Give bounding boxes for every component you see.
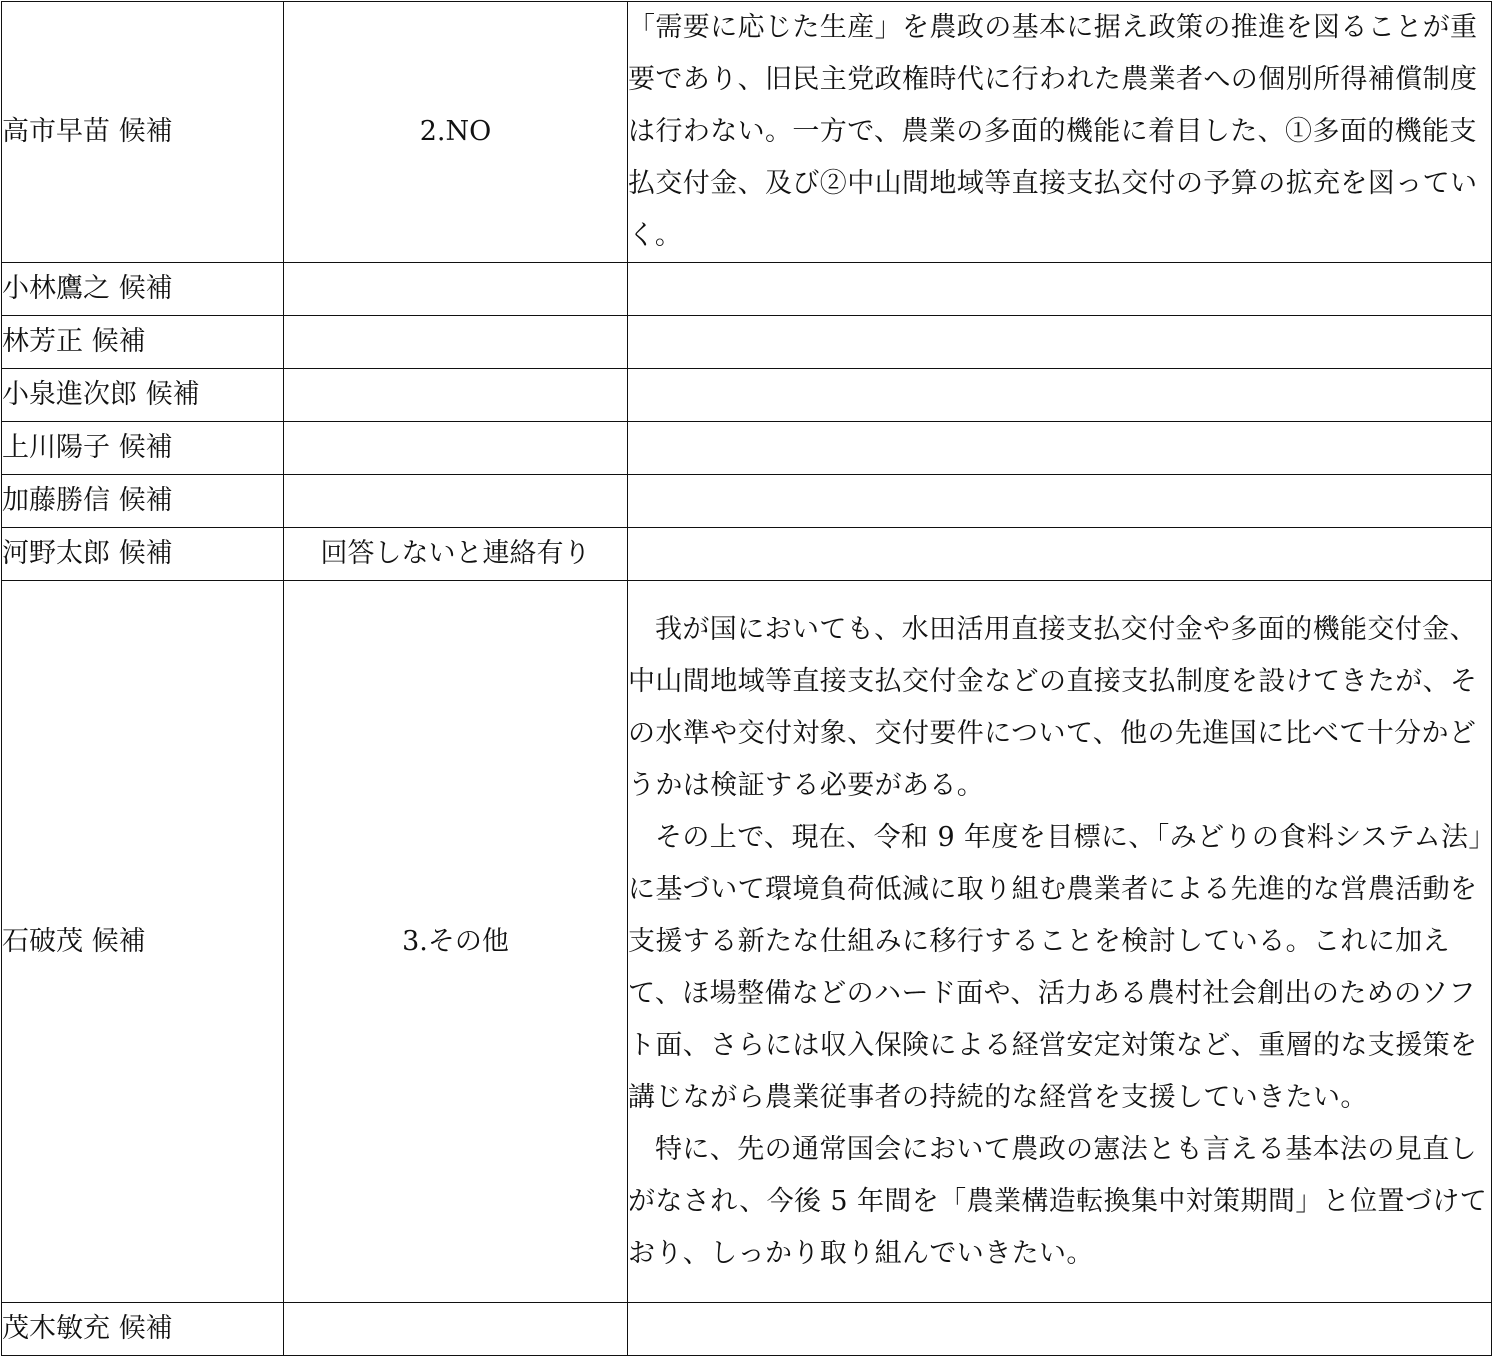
table-row-ishiba [2, 581, 1492, 1303]
answer-choice: 回答しないと連絡有り [284, 528, 628, 581]
answer-choice: 2.NO [284, 2, 628, 263]
table-row-motegi [2, 1303, 1492, 1356]
answer-choice [284, 263, 628, 316]
comment-paragraph: 特に、先の通常国会において農政の憲法とも言える基本法の見直しがなされ、今後 5 年間を「農業構造転換集中対策期間」と位置づけており、しっかり取り組んでいきたい。 [628, 1133, 1488, 1269]
answer-choice: 3.その他 [284, 581, 628, 1303]
table-row-takaichi [2, 2, 1492, 263]
comment-cell [628, 1303, 1492, 1356]
comment-cell [628, 316, 1492, 369]
table-row-kamikawa [2, 422, 1492, 475]
comment-cell [628, 263, 1492, 316]
table-row-hayashi [2, 316, 1492, 369]
comment-cell [628, 528, 1492, 581]
answer-choice [284, 369, 628, 422]
comment-cell [628, 369, 1492, 422]
candidate-name: 加藤勝信 候補 [2, 475, 284, 528]
candidate-name: 小泉進次郎 候補 [2, 369, 284, 422]
answer-choice [284, 1303, 628, 1356]
candidate-name: 上川陽子 候補 [2, 422, 284, 475]
table-row-kato [2, 475, 1492, 528]
comment-paragraph: 「需要に応じた生産」を農政の基本に据え政策の推進を図ることが重要であり、旧民主党政権時代に行われた農業者への個別所得補償制度は行わない。一方で、農業の多面的機能に着目した、①多面的機能支払交付金、及び②中山間地域等直接支払交付の予算の拡充を図っていく。 [628, 12, 1478, 251]
comment-cell [628, 422, 1492, 475]
candidate-name: 高市早苗 候補 [2, 2, 284, 263]
candidate-name: 河野太郎 候補 [2, 528, 284, 581]
answer-choice [284, 422, 628, 475]
comment-cell [628, 475, 1492, 528]
comment-paragraph: その上で、現在、令和 9 年度を目標に、「みどりの食料システム法」に基づいて環境負荷低減に取り組む農業者による先進的な営農活動を支援する新たな仕組みに移行することを検討している。これに加えて、ほ場整備などのハード面や、活力ある農村社会創出のためのソフト面、さらには収入保険による経営安定対策など、重層的な支援策を講じながら農業従事者の持続的な経営を支援していきたい。 [628, 821, 1483, 1113]
answer-choice [284, 475, 628, 528]
candidate-name: 林芳正 候補 [2, 316, 284, 369]
comment-cell [628, 2, 1492, 263]
answer-choice [284, 316, 628, 369]
candidate-name: 小林鷹之 候補 [2, 263, 284, 316]
candidate-name: 茂木敏充 候補 [2, 1303, 284, 1356]
comment-paragraph: 我が国においても、水田活用直接支払交付金や多面的機能交付金、中山間地域等直接支払交付金などの直接支払制度を設けてきたが、その水準や交付対象、交付要件について、他の先進国に比べて十分かどうかは検証する必要がある。 [628, 613, 1478, 801]
table-row-kobayashi [2, 263, 1492, 316]
candidate-name: 石破茂 候補 [2, 581, 284, 1303]
table-row-kono [2, 528, 1492, 581]
table-row-koizumi [2, 369, 1492, 422]
survey-answer-table [1, 1, 1492, 1356]
comment-cell [628, 581, 1492, 1303]
